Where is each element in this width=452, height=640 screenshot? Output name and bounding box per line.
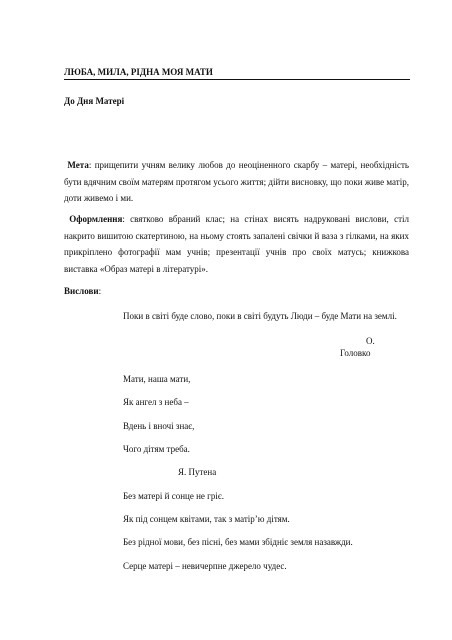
goal-label: Мета (67, 160, 89, 170)
sayings-colon: : (98, 286, 102, 296)
author-putena: Я. Путена (178, 467, 217, 477)
proverb-1: Без матері й сонце не гріє. (123, 491, 224, 501)
sayings-heading (64, 286, 101, 297)
goal-text: : прищепити учням велику любов до неоціненного скарбу – матері, необхідність бути вдячним своїм матерям протягом усього життя; дійти висновку, що поки живе матір, доти живемо і ми. (64, 160, 409, 203)
title-underline (64, 79, 410, 80)
proverb-3: Без рідної мови, без пісні, без мами збідніє земля назавжди. (123, 537, 353, 547)
quote-golovko: Поки в світі буде слово, поки в світі будуть Люди – буде Мати на землі. (123, 311, 397, 321)
poem-line-3: Вдень і вночі знає, (123, 421, 195, 431)
document-subtitle: До Дня Матері (64, 96, 125, 106)
decor-label: Оформлення (69, 214, 123, 224)
author-golovko-name: Головко (340, 348, 371, 358)
poem-line-2: Як ангел з неба – (123, 397, 189, 407)
author-golovko-initial: О. (366, 336, 375, 346)
decor-paragraph (64, 211, 409, 277)
proverb-2: Як під сонцем квітами, так з матір’ю дітям. (123, 514, 290, 524)
decor-text: : святково вбраний клас; на стінах висять надруковані вислови, стіл накрито вишитою скатертиною, на ньому стоять запалені свічки й ваза з гілками, на яких прикріплено фотографії мам учнів; презентації учнів про своїх матусь; книжкова виставка «Образ матері в літературі». (64, 214, 409, 274)
document-title: ЛЮБА, МИЛА, РІДНА МОЯ МАТИ (64, 67, 213, 77)
sayings-label: Вислови (64, 286, 99, 296)
poem-line-4: Чого дітям треба. (123, 444, 190, 454)
poem-line-1: Мати, наша мати, (123, 374, 191, 384)
goal-paragraph (64, 157, 409, 207)
proverb-4: Серце матері – невичерпне джерело чудес. (123, 561, 287, 571)
